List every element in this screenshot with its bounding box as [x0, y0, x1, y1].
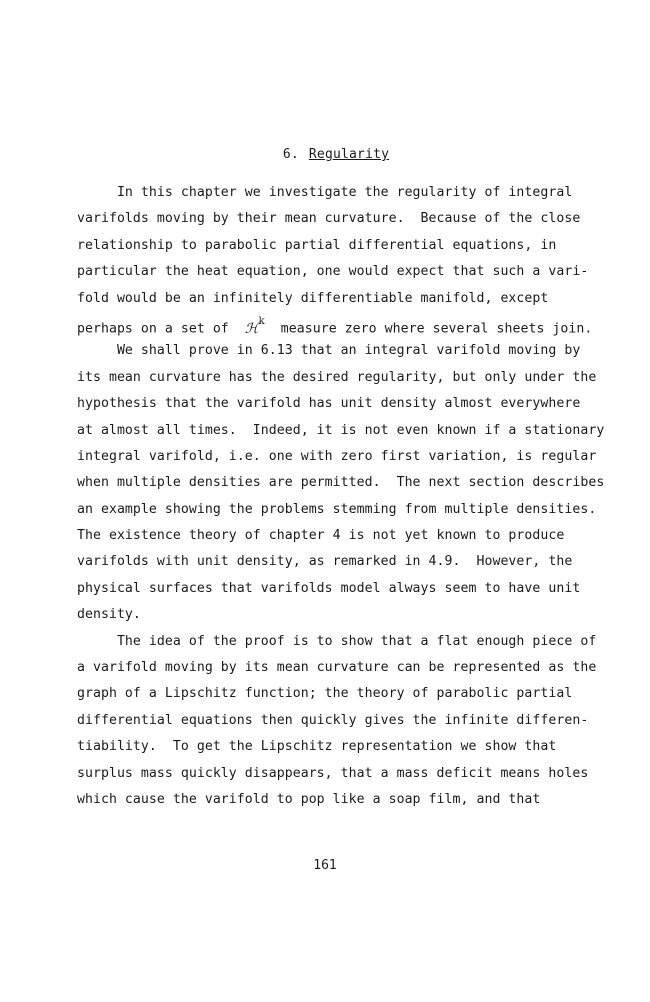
text-line: surplus mass quickly disappears, that a mass deficit means holes	[77, 765, 589, 781]
math-symbol: ℋ	[244, 320, 259, 337]
text-line: graph of a Lipschitz function; the theory of parabolic partial	[77, 686, 573, 702]
text-line: an example showing the problems stemming from multiple densities.	[77, 501, 597, 517]
text-line: In this chapter we investigate the regularity of integral	[77, 185, 573, 200]
text-line: We shall prove in 6.13 that an integral varifold moving by	[77, 343, 581, 359]
text-line: integral varifold, i.e. one with zero first variation, is regular	[77, 448, 597, 464]
text-line: tiability. To get the Lipschitz representation we show that	[77, 739, 557, 755]
section-number: 6.	[282, 147, 299, 162]
text-line: hypothesis that the varifold has unit density almost everywhere	[77, 396, 581, 412]
text-line: which cause the varifold to pop like a soap film, and that	[77, 791, 541, 807]
text-line: varifolds moving by their mean curvature. Because of the close	[77, 211, 581, 227]
text-segment: perhaps on a set of	[77, 321, 245, 337]
body-text	[77, 180, 617, 813]
text-line-with-math	[77, 312, 617, 338]
hausdorff-measure-symbol	[244, 315, 265, 337]
text-line: varifolds with unit density, as remarked in 4.9. However, the	[77, 554, 573, 570]
section-title: Regularity	[308, 147, 390, 162]
text-line: The idea of the proof is to show that a flat enough piece of	[77, 633, 597, 649]
section-heading	[0, 147, 650, 162]
text-line: at almost all times. Indeed, it is not even known if a stationary	[77, 422, 605, 438]
math-superscript: k	[258, 315, 265, 327]
text-line: its mean curvature has the desired regularity, but only under the	[77, 369, 597, 385]
text-line: density.	[77, 607, 141, 623]
text-segment: measure zero where several sheets join.	[264, 321, 593, 337]
text-line: fold would be an infinitely differentiable manifold, except	[77, 290, 549, 306]
text-line: when multiple densities are permitted. The next section describes	[77, 475, 605, 491]
page-number: 161	[313, 858, 337, 873]
text-line: a varifold moving by its mean curvature can be represented as the	[77, 660, 597, 676]
text-line: differential equations then quickly gives the infinite differen-	[77, 712, 589, 728]
text-line: relationship to parabolic partial differential equations, in	[77, 237, 557, 253]
text-line: The existence theory of chapter 4 is not yet known to produce	[77, 528, 565, 544]
text-line: physical surfaces that varifolds model always seem to have unit	[77, 580, 581, 596]
text-line: particular the heat equation, one would expect that such a vari-	[77, 264, 589, 280]
